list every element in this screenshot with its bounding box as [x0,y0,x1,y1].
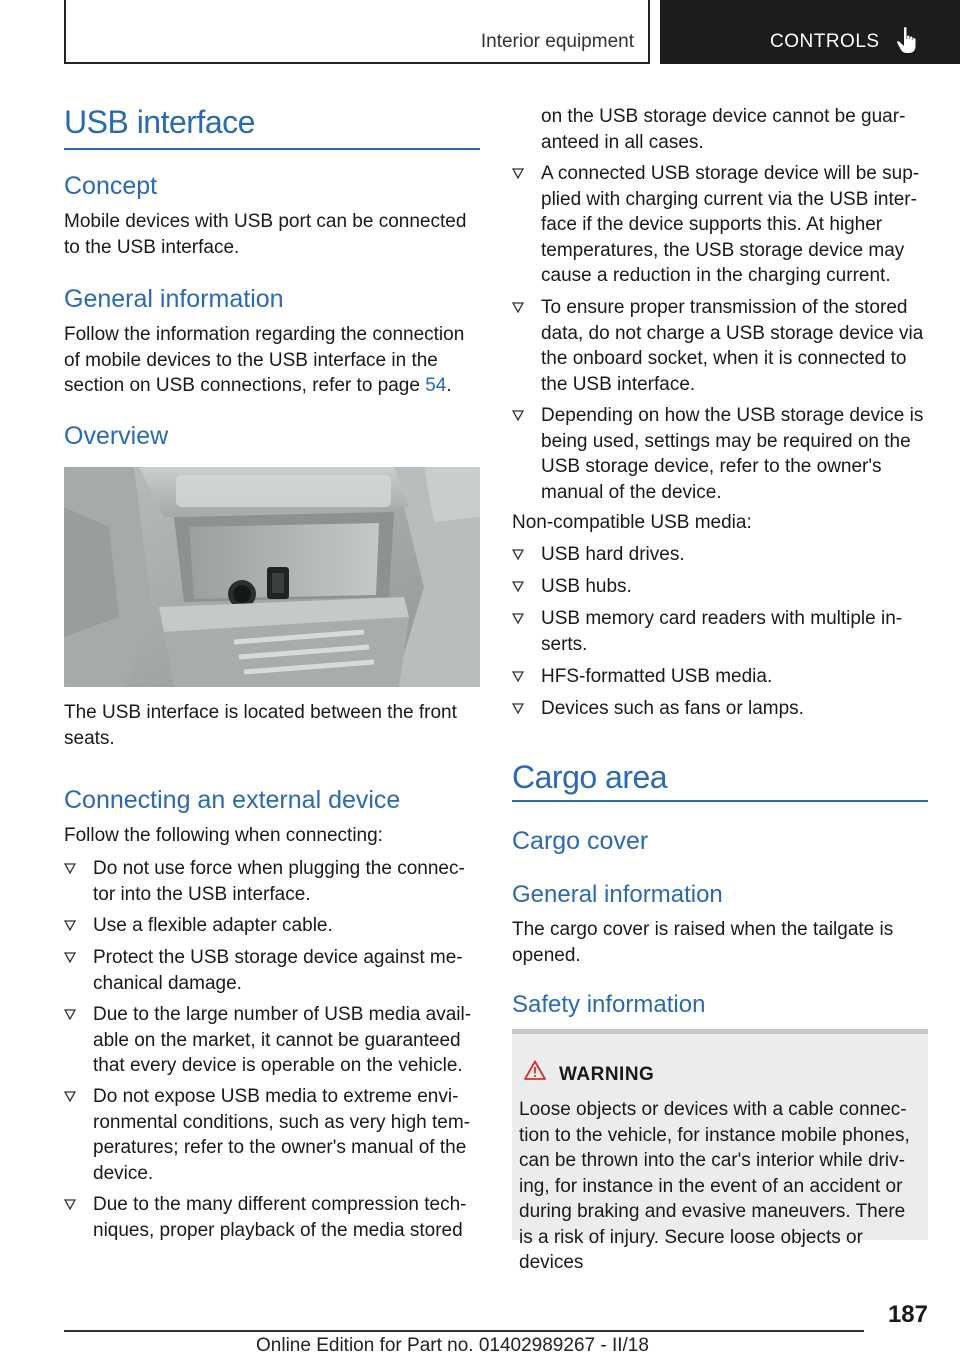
list-item-text: Depending on how the USB storage device is being used, settings may be required on the USB storage device, refer to the owner's manual of the device. [541,405,924,503]
cargo-area-title: Cargo area [512,759,668,795]
usb-interface-photo [64,467,480,687]
warning-box [512,1029,928,1273]
safety-heading: Safety information [512,991,706,1018]
general-info-heading: General information [64,285,284,313]
list-item-text: Do not expose USB media to extreme envi-ronmental conditions, such as very high tem-peratures; refer to the owner's manual of the device. [93,1086,471,1184]
list-item [512,542,928,568]
triangle-bullet-icon [512,549,524,560]
list-item [64,1192,480,1243]
header-chapter-title: CONTROLS [770,31,880,52]
list-item-text: USB memory card readers with multiple in-serts. [541,608,903,655]
list-item-text: To ensure proper transmission of the stored data, do not charge a USB storage device via the onboard socket, when it is connected to the USB interface. [541,297,924,395]
overview-heading: Overview [64,422,169,450]
concept-text: Mobile devices with USB port can be connected to the USB interface. [64,211,467,258]
header-section-tab [64,0,650,64]
list-item [512,696,928,722]
concept-heading: Concept [64,172,158,200]
list-item-text: Devices such as fans or lamps. [541,698,804,719]
warning-triangle-icon [524,1060,546,1080]
triangle-bullet-icon [64,1199,76,1210]
triangle-bullet-icon [64,920,76,931]
list-item-text: USB hubs. [541,576,632,597]
warning-text: Loose objects or devices with a cable connec-tion to the vehicle, for instance mobile phones, can be thrown into the car's interior while driv-ing, for instance in the event of an accident or during braking and evasive maneuvers. There is a risk of injury. Secure loose objects or devices [519,1099,910,1273]
list-item-text: Do not use force when plugging the connec-tor into the USB interface. [93,858,465,905]
triangle-bullet-icon [512,168,524,179]
connecting-intro: Follow the following when connecting: [64,825,383,846]
triangle-bullet-icon [512,671,524,682]
cargo-general-heading: General information [512,881,723,908]
header-section-title: Interior equipment [480,31,634,52]
list-item [64,945,480,996]
cargo-title-rule [512,800,928,802]
overview-caption: The USB interface is located between the front seats. [64,702,457,749]
triangle-bullet-icon [512,613,524,624]
list-item-text: Use a flexible adapter cable. [93,915,333,936]
list-item [64,856,480,907]
continued-text: on the USB storage device cannot be guar-anteed in all cases. [541,106,906,153]
page-number: 187 [887,1301,928,1328]
list-item [512,664,928,690]
list-item [512,403,928,505]
list-item [64,1002,480,1079]
list-item-text: USB hard drives. [541,544,685,565]
noncompatible-intro: Non-compatible USB media: [512,512,752,533]
list-item [64,913,480,939]
triangle-bullet-icon [64,1091,76,1102]
usb-interface-title: USB interface [64,104,255,140]
general-info-body: Follow the information regarding the connection of mobile devices to the USB interface in the section on USB connections, refer to page [64,324,465,396]
triangle-bullet-icon [64,952,76,963]
list-item-text: Protect the USB storage device against me-chanical damage. [93,947,463,994]
warning-title: WARNING [559,1064,655,1085]
title-rule [64,148,480,150]
list-item [512,606,928,657]
triangle-bullet-icon [64,1009,76,1020]
page-reference-link[interactable]: 54 [425,375,447,396]
list-item [64,1084,480,1186]
list-item-text: HFS-formatted USB media. [541,666,773,687]
list-item [512,295,928,397]
list-item-text: A connected USB storage device will be sup-plied with charging current via the USB inter-face if the device supports this. At higher temperatures, the USB storage device may cause a reduction in the charging current. [541,163,920,286]
triangle-bullet-icon [512,410,524,421]
cargo-general-text: The cargo cover is raised when the tailgate is opened. [512,919,894,966]
triangle-bullet-icon [512,581,524,592]
general-info-text [64,322,480,399]
triangle-bullet-icon [64,863,76,874]
list-item [512,161,928,289]
pointing-hand-icon [895,26,921,54]
list-item [512,574,928,600]
header-chapter-tab [660,0,960,64]
connecting-heading: Connecting an external device [64,786,401,814]
triangle-bullet-icon [512,703,524,714]
cargo-cover-heading: Cargo cover [512,827,649,855]
footer-edition: Online Edition for Part no. 01402989267 - II/18 [256,1335,649,1356]
footer-rule [64,1330,864,1332]
list-item-text: Due to the large number of USB media avail-able on the market, it cannot be guaranteed that every device is operable on the vehicle. [93,1004,472,1076]
general-info-end: . [446,375,452,396]
triangle-bullet-icon [512,302,524,313]
list-item-text: Due to the many different compression tech-niques, proper playback of the media stored [93,1194,467,1241]
